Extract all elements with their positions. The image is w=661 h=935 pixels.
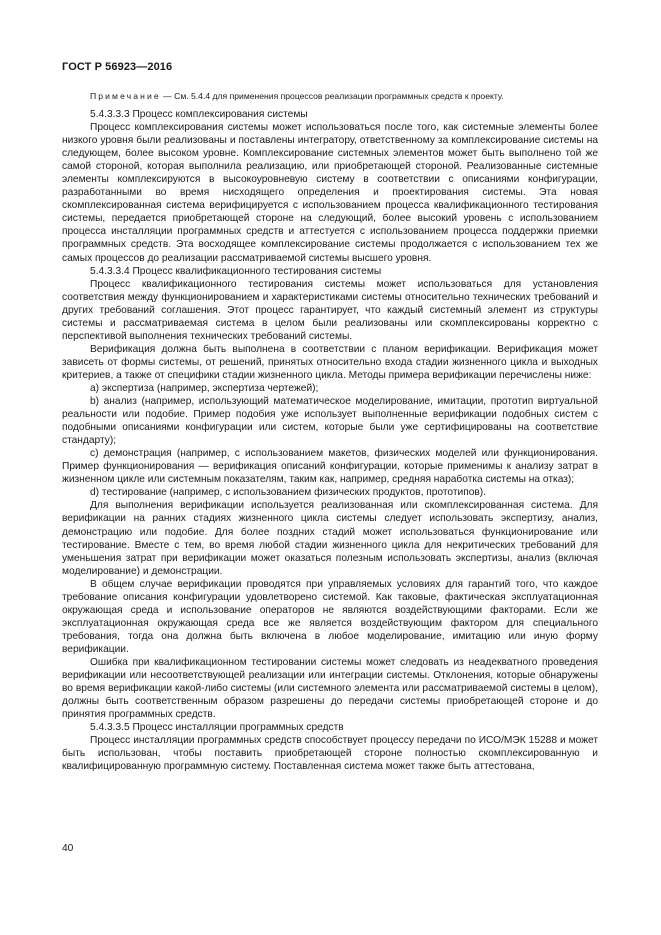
page-number: 40 xyxy=(62,843,74,854)
paragraph-verification: Верификация должна быть выполнена в соответствии с планом верификации. Верификация может зависеть от формы системы, от решений, принятых относительно входа стадии жизненного цикла и выходных критериев, а также от специфики стадии жизненного цикла. Методы примера верификации перечислены ниже: xyxy=(62,343,598,381)
note-paragraph xyxy=(62,90,598,102)
note-label: Примечание xyxy=(90,91,161,101)
section-heading-integration: 5.4.3.3.3 Процесс комплексирования системы xyxy=(90,109,308,120)
list-item-demonstration: c) демонстрация (например, с использованием макетов, физических моделей или функционирования. Пример функционирования — верификация описаний конфигурации, которые применимы к анализу затрат в жизненном цикле или системным показателям, таким как, например, средняя наработка системы на отказ); xyxy=(62,448,598,486)
standard-header: ГОСТ Р 56923—2016 xyxy=(62,61,173,73)
paragraph-installation: Процесс инсталляции программных средств способствует процессу передачи по ИСО/МЭК 15288 и может быть использован, чтобы поставить приобретающей стороне полностью скомплексированную и квалифицированную программную систему. Поставленная система может также быть аттестована, xyxy=(62,735,598,773)
document-body xyxy=(62,90,598,773)
note-text: — См. 5.4.4 для применения процессов реализации программных средств к проекту. xyxy=(160,91,504,101)
section-heading-installation: 5.4.3.3.5 Процесс инсталляции программных средств xyxy=(90,722,344,734)
paragraph-qualification: Процесс квалификационного тестирования системы может использоваться для установления соответствия между функционированием и характеристиками системы относительно технических требований и других требований соглашения. Этот процесс гарантирует, что каждый системный элемент из структуры системы и рассматриваемая система в целом были реализованы или скомплексированы корректно с перспективой выполнения технических требований системы. xyxy=(62,278,598,342)
paragraph-integration: Процесс комплексирования системы может использоваться после того, как системные элементы более низкого уровня были реализованы и поставлены интегратору, ответственному за комплексирование системы на следующем, более высоком уровне. Комплексирование системных элементов может быть выполнено той же самой стороной, которая выполнила реализацию, или приобретающей стороной. Реализованные системные элементы комплексируются в высокоуровневую систему в соответствии с описаниями конфигурации, разработанными во время нисходящего определения и проектирования системы. Эта новая скомплексированная система верифицируется с использованием процесса квалификационного тестирования системы, передается приобретающей стороне на следующий, более высокий уровень с использованием процесса инсталляции программных средств и аттестуется с использованием процесса поддержки приемки программных средств. Эта восходящее комплексирование системы продолжается с использованием тех же самых процессов до реализации рассматриваемой системы высшего уровня. xyxy=(62,122,598,264)
list-item-test: d) тестирование (например, с использованием физических продуктов, прототипов). xyxy=(90,487,487,499)
paragraph-qualification-errors: Ошибка при квалификационном тестировании системы может следовать из неадекватного проведения верификации или несоответствующей реализации или интеграции системы. Отклонения, которые обнаружены во время верификации какой-либо системы (или системного элемента или рассматриваемой системы в целом), должны быть соответственным образом разрешены до передачи системы приобретающей стороне и до принятия программных средств. xyxy=(62,656,598,721)
list-item-inspection: a) экспертиза (например, экспертиза чертежей); xyxy=(90,382,319,394)
paragraph-controlled-conditions: В общем случае верификации проводятся при управляемых условиях для гарантий того, что каждое требование описания конфигурации удовлетворено системой. Как таковые, фактическая эксплуатационная окружающая среда и использование операторов не являются воздействующими факторами. Если же эксплуатационная окружающая среда все же является воздействующим фактором для специального требования, тогда она должна быть включена в любое моделирование, имитацию или иную форму верификации. xyxy=(62,578,598,655)
section-heading-qualification: 5.4.3.3.4 Процесс квалификационного тестирования системы xyxy=(90,265,382,277)
paragraph-verification-stages: Для выполнения верификации используется реализованная или скомплексированная система. Для верификации на ранних стадиях жизненного цикла системы следует использовать экспертизу, анализ, демонстрацию или подобие. Для более поздних стадий может использоваться функционирование или тестирование. Вместе с тем, во время любой стадии жизненного цикла для некритических требований для уменьшения затрат при верификации может оказаться полезным использовать экспертизы, анализ (включая моделирование) и демонстрации. xyxy=(62,500,598,577)
list-item-analysis: b) анализ (например, использующий математическое моделирование, имитации, прототип виртуальной реальности или подобие. Пример подобия уже использует выполненные верификации подобных систем с подобными описаниями конфигурации или систем, которые были уже сертифицированы на соответствие стандарту); xyxy=(62,396,598,447)
